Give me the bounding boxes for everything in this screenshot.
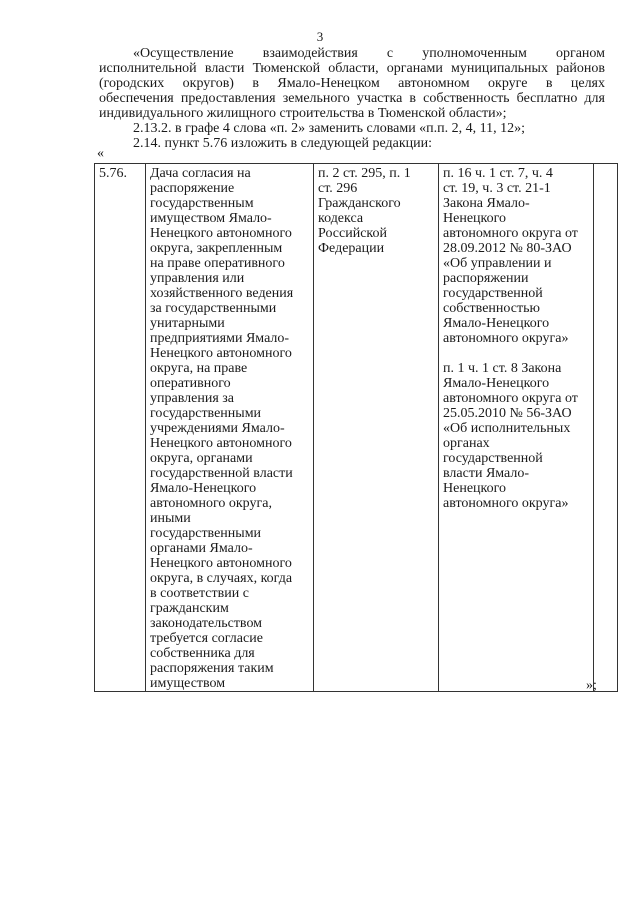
quote-open: « — [97, 146, 104, 161]
regional-law-line: Ямало-Ненецкого — [443, 316, 550, 331]
regional-law-line: власти Ямало- — [443, 466, 530, 481]
service-name-line: собственника для — [150, 646, 255, 661]
legal-basis-cell — [314, 164, 439, 692]
regional-law-line: «Об управлении и — [443, 256, 552, 271]
spacer — [443, 346, 589, 361]
service-name-line: Ненецкого автономного — [150, 226, 292, 241]
service-name-line: хозяйственного ведения — [150, 286, 294, 301]
service-name-line: на праве оперативного — [150, 256, 285, 271]
intro-line: обеспечения предоставления земельного участка в собственность бесплатно для — [99, 91, 605, 106]
item-2-13-2: 2.13.2. в графе 4 слова «п. 2» заменить словами «п.п. 2, 4, 11, 12»; — [133, 121, 526, 136]
regional-law-line: автономного округа от — [443, 226, 578, 241]
service-name-line: округа, органами — [150, 451, 253, 466]
regional-law-line: автономного округа» — [443, 496, 569, 511]
service-name-line: требуется согласие — [150, 631, 263, 646]
service-name-line: округа, закрепленным — [150, 241, 283, 256]
regional-law-line: распоряжении — [443, 271, 529, 286]
service-name-line: предприятиями Ямало- — [150, 331, 290, 346]
register-table — [94, 163, 618, 692]
intro-line: индивидуального жилищного строительства в Тюменской области»; — [99, 106, 507, 121]
regional-law-line: государственной — [443, 451, 543, 466]
service-name-line: в соответствии с — [150, 586, 249, 601]
regional-law-line: ст. 19, ч. 3 ст. 21-1 — [443, 181, 551, 196]
regional-law-line: автономного округа» — [443, 331, 569, 346]
regional-law-line: п. 16 ч. 1 ст. 7, ч. 4 — [443, 166, 553, 181]
service-name-line: унитарными — [150, 316, 225, 331]
regional-law-line: 25.05.2010 № 56-ЗАО — [443, 406, 572, 421]
service-name-line: государственными — [150, 526, 262, 541]
service-name-line: Дача согласия на — [150, 166, 251, 181]
service-name-cell — [146, 164, 314, 692]
regional-law-line: органах — [443, 436, 490, 451]
regional-law-line: государственной — [443, 286, 543, 301]
service-name-line: гражданским — [150, 601, 229, 616]
intro-line: (городских округов) в Ямало-Ненецком автономном округе в целях — [99, 76, 605, 91]
service-name-line: оперативного — [150, 376, 231, 391]
intro-line: исполнительной власти Тюменской области, органами муниципальных районов — [99, 61, 605, 76]
regional-law-line: 28.09.2012 № 80-ЗАО — [443, 241, 572, 256]
item-2-14: 2.14. пункт 5.76 изложить в следующей редакции: — [133, 136, 432, 151]
service-name-line: органами Ямало- — [150, 541, 253, 556]
service-name-line: распоряжение — [150, 181, 235, 196]
legal-basis-line: Российской — [318, 226, 387, 241]
legal-basis-line: кодекса — [318, 211, 364, 226]
regional-law-line: Закона Ямало- — [443, 196, 530, 211]
service-name-line: имуществом — [150, 676, 226, 691]
service-name-line: Ненецкого автономного — [150, 346, 292, 361]
service-name-line: округа, в случаях, когда — [150, 571, 293, 586]
legal-basis-line: Гражданского — [318, 196, 401, 211]
service-name-line: государственными — [150, 406, 262, 421]
regional-law-line: «Об исполнительных — [443, 421, 571, 436]
intro-line: «Осуществление взаимодействия с уполномоченным органом — [133, 46, 605, 61]
service-name-line: автономного округа, — [150, 496, 272, 511]
page-number: 3 — [316, 29, 324, 44]
legal-basis-line: Федерации — [318, 241, 385, 256]
regional-law-line: Ямало-Ненецкого — [443, 376, 550, 391]
service-name-line: Ненецкого автономного — [150, 436, 292, 451]
service-name-line: управления за — [150, 391, 234, 406]
item-number-cell — [95, 164, 146, 692]
quote-close: »; — [586, 678, 597, 693]
regional-law-line: Ненецкого — [443, 481, 507, 496]
regional-law-line: собственностью — [443, 301, 540, 316]
service-name-line: управления или — [150, 271, 245, 286]
service-name-line: Ненецкого автономного — [150, 556, 292, 571]
regional-law-line: Ненецкого — [443, 211, 507, 226]
service-name-line: государственной власти — [150, 466, 293, 481]
service-name-line: иными — [150, 511, 191, 526]
regional-law-line: п. 1 ч. 1 ст. 8 Закона — [443, 361, 562, 376]
regional-law-cell — [439, 164, 594, 692]
service-name-line: имуществом Ямало- — [150, 211, 272, 226]
service-name-line: Ямало-Ненецкого — [150, 481, 257, 496]
service-name-line: законодательством — [150, 616, 263, 631]
item-number: 5.76. — [99, 166, 127, 181]
service-name-line: округа, на праве — [150, 361, 248, 376]
empty-cell — [594, 164, 618, 692]
legal-basis-line: п. 2 ст. 295, п. 1 — [318, 166, 411, 181]
service-name-line: учреждениями Ямало- — [150, 421, 285, 436]
service-name-line: государственным — [150, 196, 254, 211]
table-row — [95, 164, 618, 692]
regional-law-line: автономного округа от — [443, 391, 578, 406]
service-name-line: за государственными — [150, 301, 277, 316]
intro-paragraph — [99, 46, 605, 121]
legal-basis-line: ст. 296 — [318, 181, 358, 196]
service-name-line: распоряжения таким — [150, 661, 274, 676]
